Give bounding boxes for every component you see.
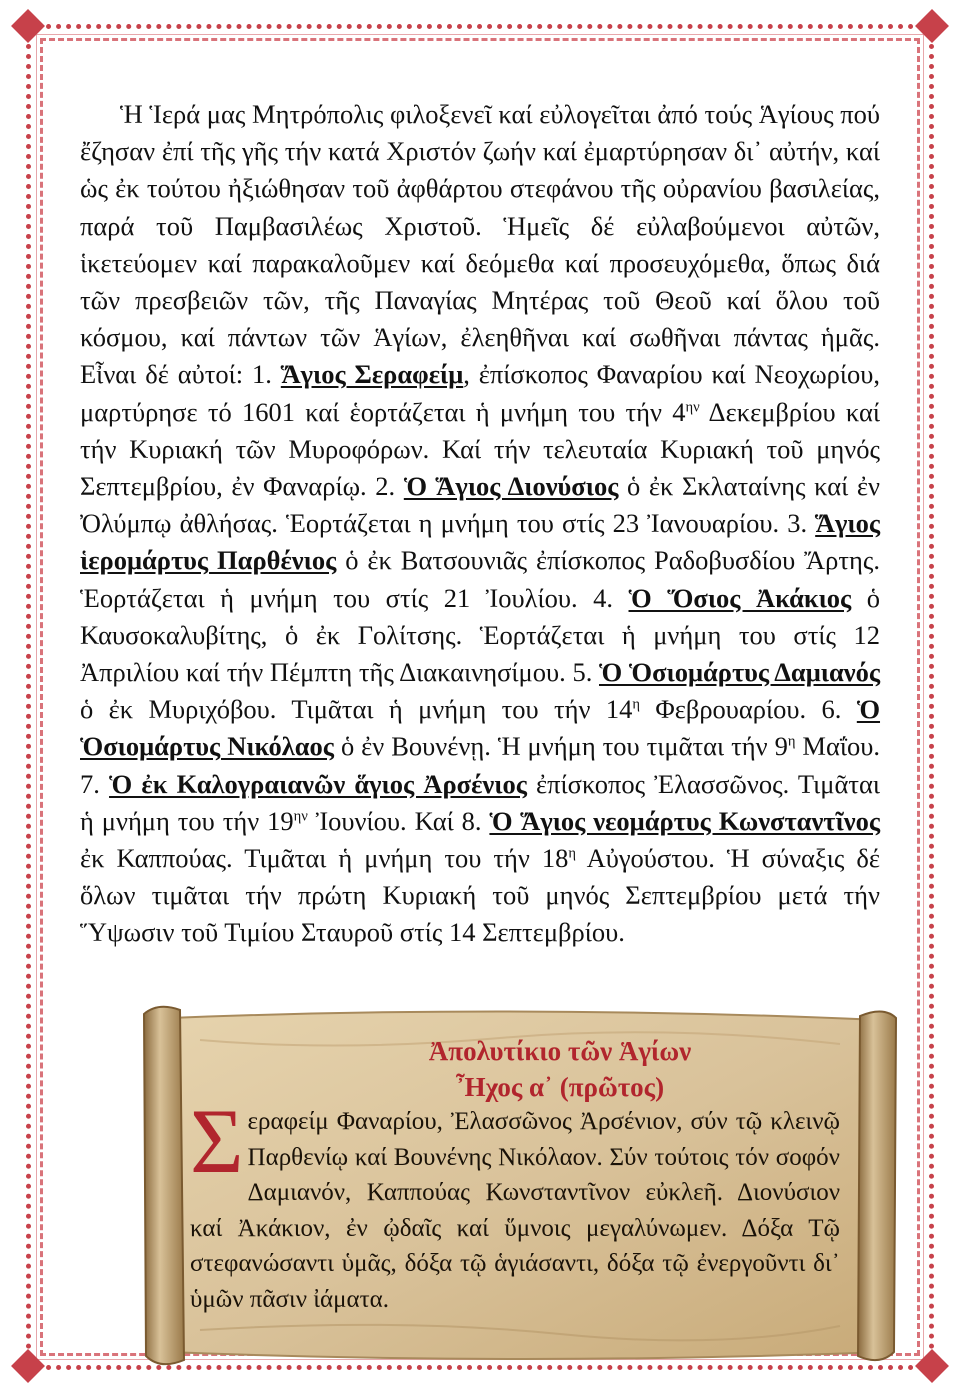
saint-3-text: ὁ ἐκ Βατσουνιᾶς ἐπίσκοπος Ραδοβυσδίου Ἄρτης. Ἑορτάζεται ἡ μνήμη του στίς 21 Ἰουλίου. — [80, 545, 880, 613]
saint-4-name: Ὁ Ὅσιος Ἀκάκιος — [628, 582, 852, 613]
saint-6-name: Ὁ Ὁσιομάρτυς Νικόλαος — [80, 694, 881, 762]
saint-8-number: 8. — [461, 805, 490, 836]
saint-5-name: Ὁ Ὁσιομάρτυς Δαμιανός — [599, 657, 881, 688]
saint-2-name: Ὁ Ἅγιος Διονύσιος — [403, 471, 619, 502]
saint-5-text-cont: Φεβρουαρίου. — [639, 694, 822, 725]
saint-4-text: ὁ Καυσοκαλυβίτης, ὁ ἐκ Γολίτσης. Ἑορτάζεται ἡ μνήμη του στίς 12 Ἀπριλίου καί τήν Πέμπτη τῆς Διακαινησίμου. — [80, 582, 881, 688]
saint-1-text: , ἐπίσκοπος Φαναρίου καί Νεοχωρίου, μαρτύρησε τό 1601 καί ἑορτάζεται ἡ μνήμη του τήν 4 — [80, 359, 881, 427]
saint-2-number: 2. — [375, 471, 404, 502]
saint-5-text: ὁ ἐκ Μυριχόβου. Τιμᾶται ἡ μνήμη του τήν 14 — [80, 694, 633, 725]
parchment-scroll — [140, 1000, 900, 1372]
saint-7-sup: ην — [293, 808, 308, 825]
saint-8-name: Ὁ Ἅγιος νεομάρτυς Κωνσταντῖνος — [489, 805, 880, 836]
saint-8-text: ἐκ Καππούας. Τιμᾶται ἡ μνήμη του τήν 18 — [80, 843, 569, 874]
saint-3-name: Ἅγιος ἱερομάρτυς Παρθένιος — [80, 508, 880, 576]
saint-2-text: ὁ ἐκ Σκλαταίνης καί ἐν Ὀλύμπῳ ἀθλήσας. Ἑορτάζεται η μνήμη του στίς 23 Ἰανουαρίου. — [80, 471, 881, 539]
saint-1-text-cont: Δεκεμβρίου καί τήν Κυριακή τῶν Μυροφόρων. Καί τήν τελευταία Κυριακή τοῦ μηνός Σεπτεμβρίου, ἐν Φαναρίῳ. — [80, 396, 880, 502]
saint-6-text-cont: Μαΐου. — [795, 731, 880, 762]
saint-6-number: 6. — [821, 694, 857, 725]
hymn-title: Ἀπολυτίκιο τῶν Ἁγίων — [428, 1036, 692, 1066]
saint-7-number: 7. — [80, 768, 110, 799]
saint-7-text: ἐπίσκοπος Ἐλασσῶνος. Τιμᾶται ἡ μνήμη του τήν 19 — [80, 768, 881, 836]
saint-8-sup: η — [568, 845, 577, 862]
saint-4-number: 4. — [593, 582, 629, 613]
saint-8-text-cont: Αὐγούστου. Ἡ σύναξις δέ ὅλων τιμᾶται τήν πρώτη Κυριακή τοῦ μηνός Σεπτεμβρίου μετά τήν Ὕψωσιν τοῦ Τιμίου Σταυροῦ στίς 14 Σεπτεμβρίου. — [80, 843, 880, 948]
saint-3-number: 3. — [787, 508, 816, 539]
saint-7-text-cont: Ἰουνίου. Καί — [307, 805, 462, 836]
saints-article — [80, 96, 880, 952]
saint-6-text: ὁ ἐν Βουνένῃ. Ἡ μνήμη του τιμᾶται τήν 9 — [333, 731, 788, 762]
saint-1-name: Ἅγιος Σεραφείμ — [280, 359, 464, 390]
saint-1-number: 1. — [252, 359, 281, 390]
hymn-body: εραφείμ Φαναρίου, Ἐλασσῶνος Ἀρσένιον, σύν τῷ κλεινῷ Παρθενίῳ καί Βουνένης Νικόλαον. Σύν τούτοις τόν σοφόν Δαμιανόν, Καππούας Κωνσταντῖνον εὐκλεῆ. Διονύσιον καί Ἀκάκιον, ἐν ᾠδαῖς καί ὕμνοις μεγαλύνωμεν. Δόξα Τῷ στεφανώσαντι ὑμᾶς, δόξα τῷ ἁγιάσαντι, δόξα τῷ ἐνεργοῦντι δι᾽ ὑμῶν πᾶσιν ἰάματα. — [190, 1108, 840, 1313]
hymn-text-block — [190, 1090, 840, 1318]
saint-5-number: 5. — [572, 657, 599, 688]
intro-text: Ἡ Ἱερά μας Μητρόπολις φιλοξενεῖ καί εὐλογεῖται ἀπό τούς Ἁγίους πού ἔζησαν ἐπί τῆς γῆς τήν κατά Χριστόν ζωήν καί ἐμαρτύρησαν δι᾽ αὐτήν, καί ὡς ἐκ τούτου ἠξιώθησαν τοῦ ἀφθάρτου στεφάνου τῆς οὐρανίου βασιλείας, παρά τοῦ Παμβασιλέως Χριστοῦ. Ἡμεῖς δέ εὐλαβούμενοι αὐτῶν, ἱκετεύομεν καί παρακαλοῦμεν καί δεόμεθα καί προσευχόμεθα, ὅπως διά τῶν πρεσβειῶν τῶν, τῆς Παναγίας Μητέρας τοῦ Θεοῦ καί ὅλου τοῦ κόσμου, καί πάντων τῶν Ἁγίων, ἐλεηθῆναι καί σωθῆναι πάντας ἡμᾶς. Εἶναι δέ αὐτοί: — [80, 99, 880, 390]
saint-1-sup: ην — [685, 399, 700, 416]
saint-7-name: Ὁ ἐκ Καλογραιανῶν ἅγιος Ἀρσένιος — [109, 768, 527, 799]
article-paragraph — [80, 96, 880, 952]
saint-5-sup: η — [632, 696, 640, 713]
hymn-dropcap: Σ — [190, 1090, 244, 1192]
hymn-subtitle: Ἦχος α᾽ (πρῶτος) — [455, 1072, 665, 1102]
saint-6-sup: η — [787, 733, 796, 750]
